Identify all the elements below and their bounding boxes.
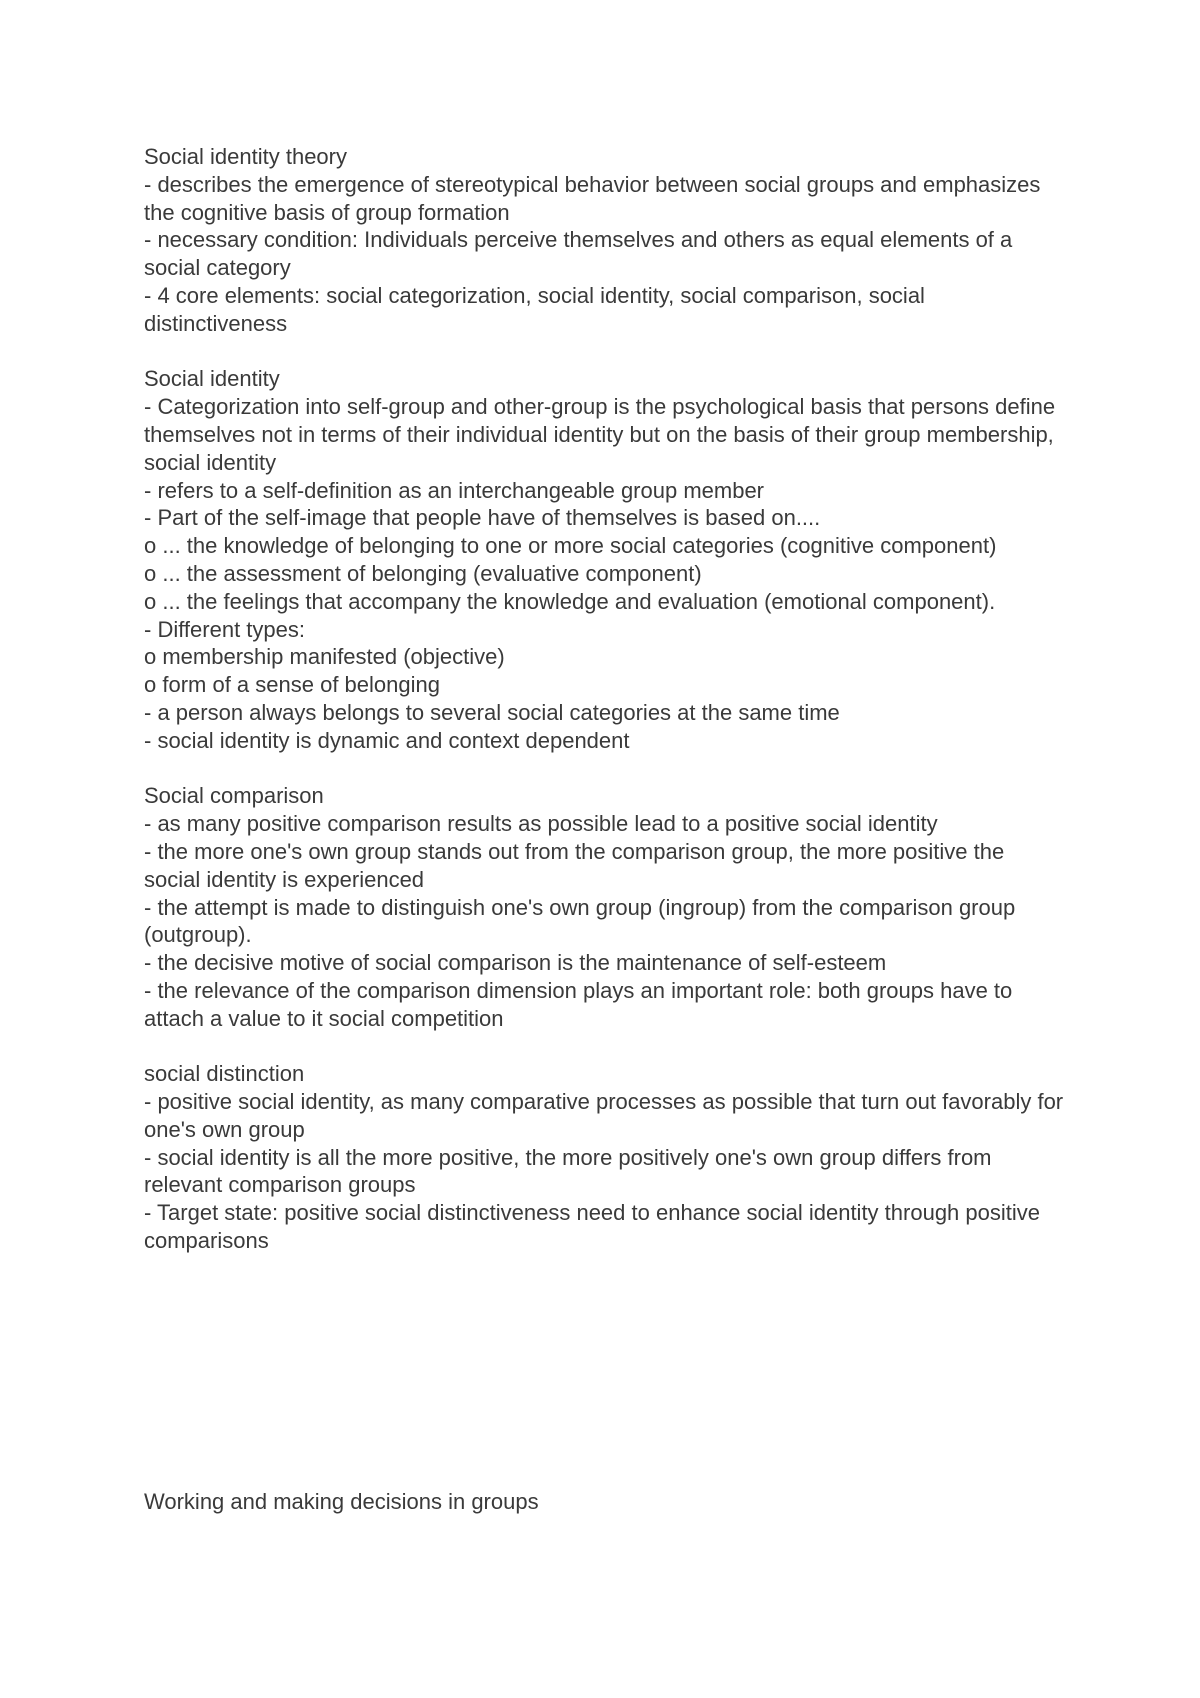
section-heading: Social identity bbox=[144, 366, 280, 392]
section-heading: Social comparison bbox=[144, 783, 324, 809]
bullet-line: - describes the emergence of stereotypical behavior between social groups and emphasizes the cognitive basis of group formation bbox=[144, 171, 1041, 225]
bullet-line: - Categorization into self-group and other-group is the psychological basis that persons define themselves not in terms of their individual identity but on the basis of their group membership, social identity bbox=[144, 394, 1056, 475]
bullet-line: - 4 core elements: social categorization, social identity, social comparison, social distinctiveness bbox=[144, 282, 925, 336]
sub-bullet-line: o ... the assessment of belonging (evaluative component) bbox=[144, 560, 702, 586]
bullet-line: - the more one's own group stands out from the comparison group, the more positive the social identity is experienced bbox=[144, 838, 1005, 892]
bullet-line: - Target state: positive social distinctiveness need to enhance social identity through positive comparisons bbox=[144, 1200, 1040, 1254]
sub-bullet-line: o form of a sense of belonging bbox=[144, 672, 440, 698]
section-social-distinction bbox=[144, 1060, 1064, 1255]
section-social-identity bbox=[144, 365, 1064, 754]
section-social-identity-theory bbox=[144, 143, 1064, 338]
bullet-line: - positive social identity, as many comparative processes as possible that turn out favorably for one's own group bbox=[144, 1089, 1064, 1142]
bullet-line: - the relevance of the comparison dimension plays an important role: both groups have to attach a value to it social competition bbox=[144, 977, 1013, 1031]
bullet-line: - a person always belongs to several social categories at the same time bbox=[144, 699, 840, 725]
bullet-line: - Part of the self-image that people have of themselves is based on.... bbox=[144, 505, 821, 531]
section-social-comparison bbox=[144, 782, 1064, 1032]
closing-heading: Working and making decisions in groups bbox=[144, 1489, 539, 1514]
sub-bullet-line: o membership manifested (objective) bbox=[144, 644, 505, 670]
section-heading: social distinction bbox=[144, 1061, 305, 1087]
bullet-line: - social identity is dynamic and context dependent bbox=[144, 727, 630, 753]
sub-bullet-line: o ... the feelings that accompany the knowledge and evaluation (emotional component). bbox=[144, 588, 996, 614]
bullet-line: - refers to a self-definition as an interchangeable group member bbox=[144, 477, 765, 503]
bullet-line: - Different types: bbox=[144, 616, 305, 642]
bullet-line: - the decisive motive of social comparison is the maintenance of self-esteem bbox=[144, 950, 887, 976]
bullet-line: - social identity is all the more positive, the more positively one's own group differs from relevant comparison groups bbox=[144, 1144, 992, 1198]
bullet-line: - the attempt is made to distinguish one's own group (ingroup) from the comparison group (outgroup). bbox=[144, 894, 1016, 948]
bullet-line: - as many positive comparison results as possible lead to a positive social identity bbox=[144, 811, 938, 837]
document-body bbox=[144, 143, 1064, 1283]
sub-bullet-line: o ... the knowledge of belonging to one or more social categories (cognitive component) bbox=[144, 533, 997, 559]
section-heading: Social identity theory bbox=[144, 144, 347, 169]
bullet-line: - necessary condition: Individuals perceive themselves and others as equal elements of a social category bbox=[144, 227, 1013, 281]
